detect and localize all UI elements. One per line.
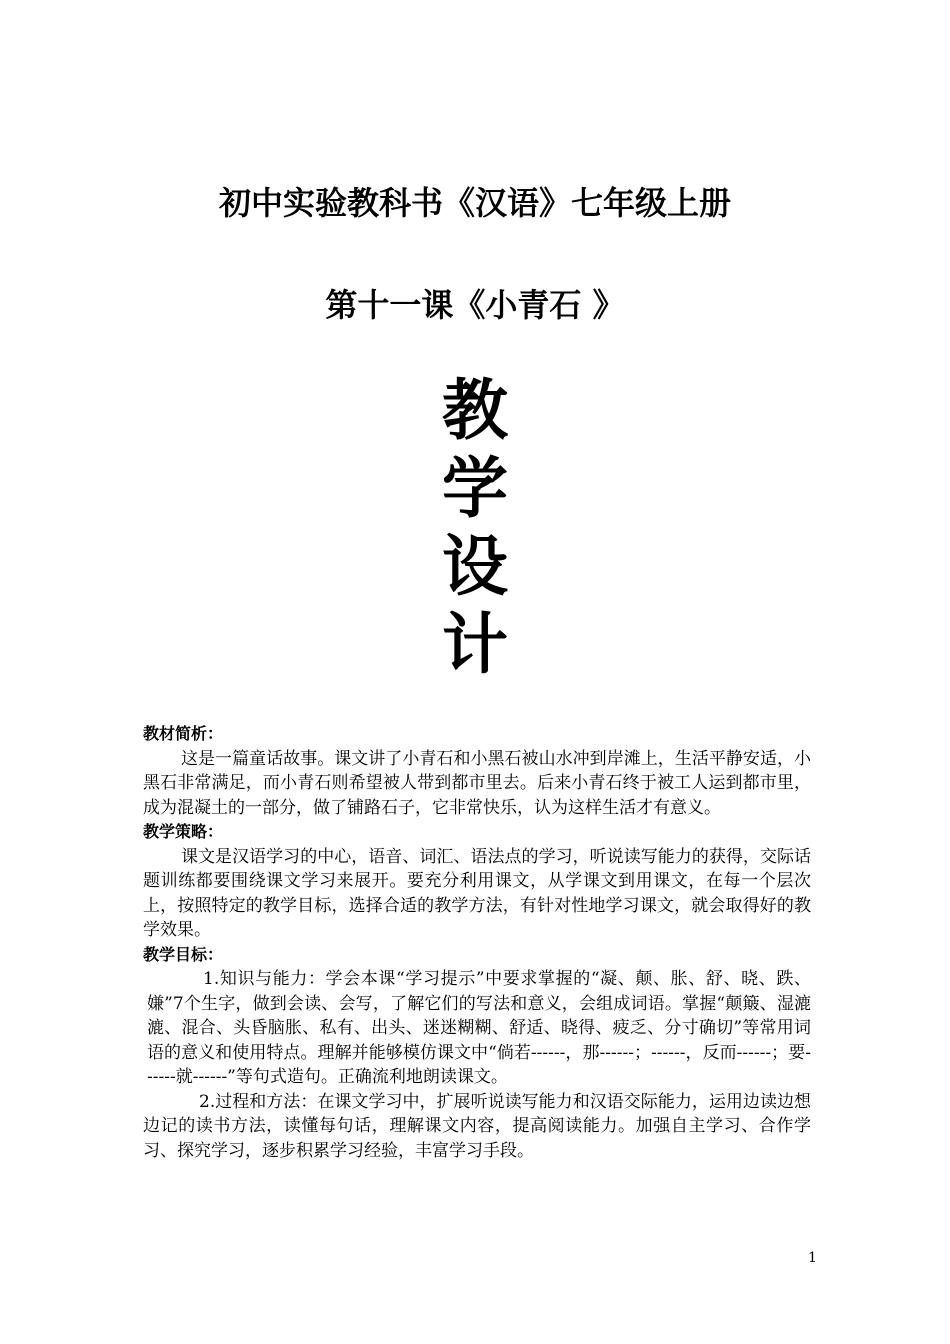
strategy-paragraph: 课文是汉语学习的中心，语音、词汇、语法点的学习，听说读写能力的获得，交际话题训练都要围绕课文学习来展开。要充分利用课文，从学课文到用课文，在每一个层次上，按照特定的教学目标，选择合适的教学方法，有针对性地学习课文，就会取得好的教学效果。 <box>143 846 811 940</box>
page-number: 1 <box>808 1250 817 1266</box>
design-char: 学 <box>442 450 508 527</box>
goals-heading: 教学目标： <box>143 944 224 964</box>
design-char: 计 <box>442 606 508 683</box>
design-char: 教 <box>442 372 508 449</box>
design-char: 设 <box>442 528 508 605</box>
material-heading: 教材简析： <box>143 724 224 743</box>
material-paragraph: 这是一篇童话故事。课文讲了小青石和小黑石被山水冲到岸滩上，生活平静安适，小黑石非常满足，而小青石则希望被人带到都市里去。后来小青石终于被工人运到都市里，成为混凝土的一部分，做了铺路石子，它非常快乐，认为这样生活才有意义。 <box>143 748 811 818</box>
document-body <box>143 722 811 1163</box>
goal-item-knowledge: 1.知识与能力：学会本课“学习提示”中要求掌握的“凝、颠、胀、舒、晓、跌、嫌”7个生字，做到会读、会写，了解它们的写法和意义，会组成词语。掌握“颠簸、湿漉漉、混合、头昏脑胀、私有、出头、迷迷糊糊、舒适、晓得、疲乏、分寸确切”等常用词语的意义和使用特点。理解并能够模仿课文中“倘若------，那------；------，反而------；要------就------”等句式造句。正确流利地朗读课文。 <box>147 969 811 1087</box>
goal-item-process: 2.过程和方法：在课文学习中，扩展听说读写能力和汉语交际能力，运用边读边想边记的读书方法，读懂每句话，理解课文内容，提高阅读能力。加强自主学习、合作学习、探究学习，逐步积累学习经验，丰富学习手段。 <box>143 1091 811 1161</box>
strategy-heading: 教学策略： <box>143 822 224 841</box>
lesson-title: 第十一课《小青石 》 <box>325 286 625 324</box>
book-title: 初中实验教科书《汉语》七年级上册 <box>218 184 731 222</box>
design-title <box>0 372 950 684</box>
